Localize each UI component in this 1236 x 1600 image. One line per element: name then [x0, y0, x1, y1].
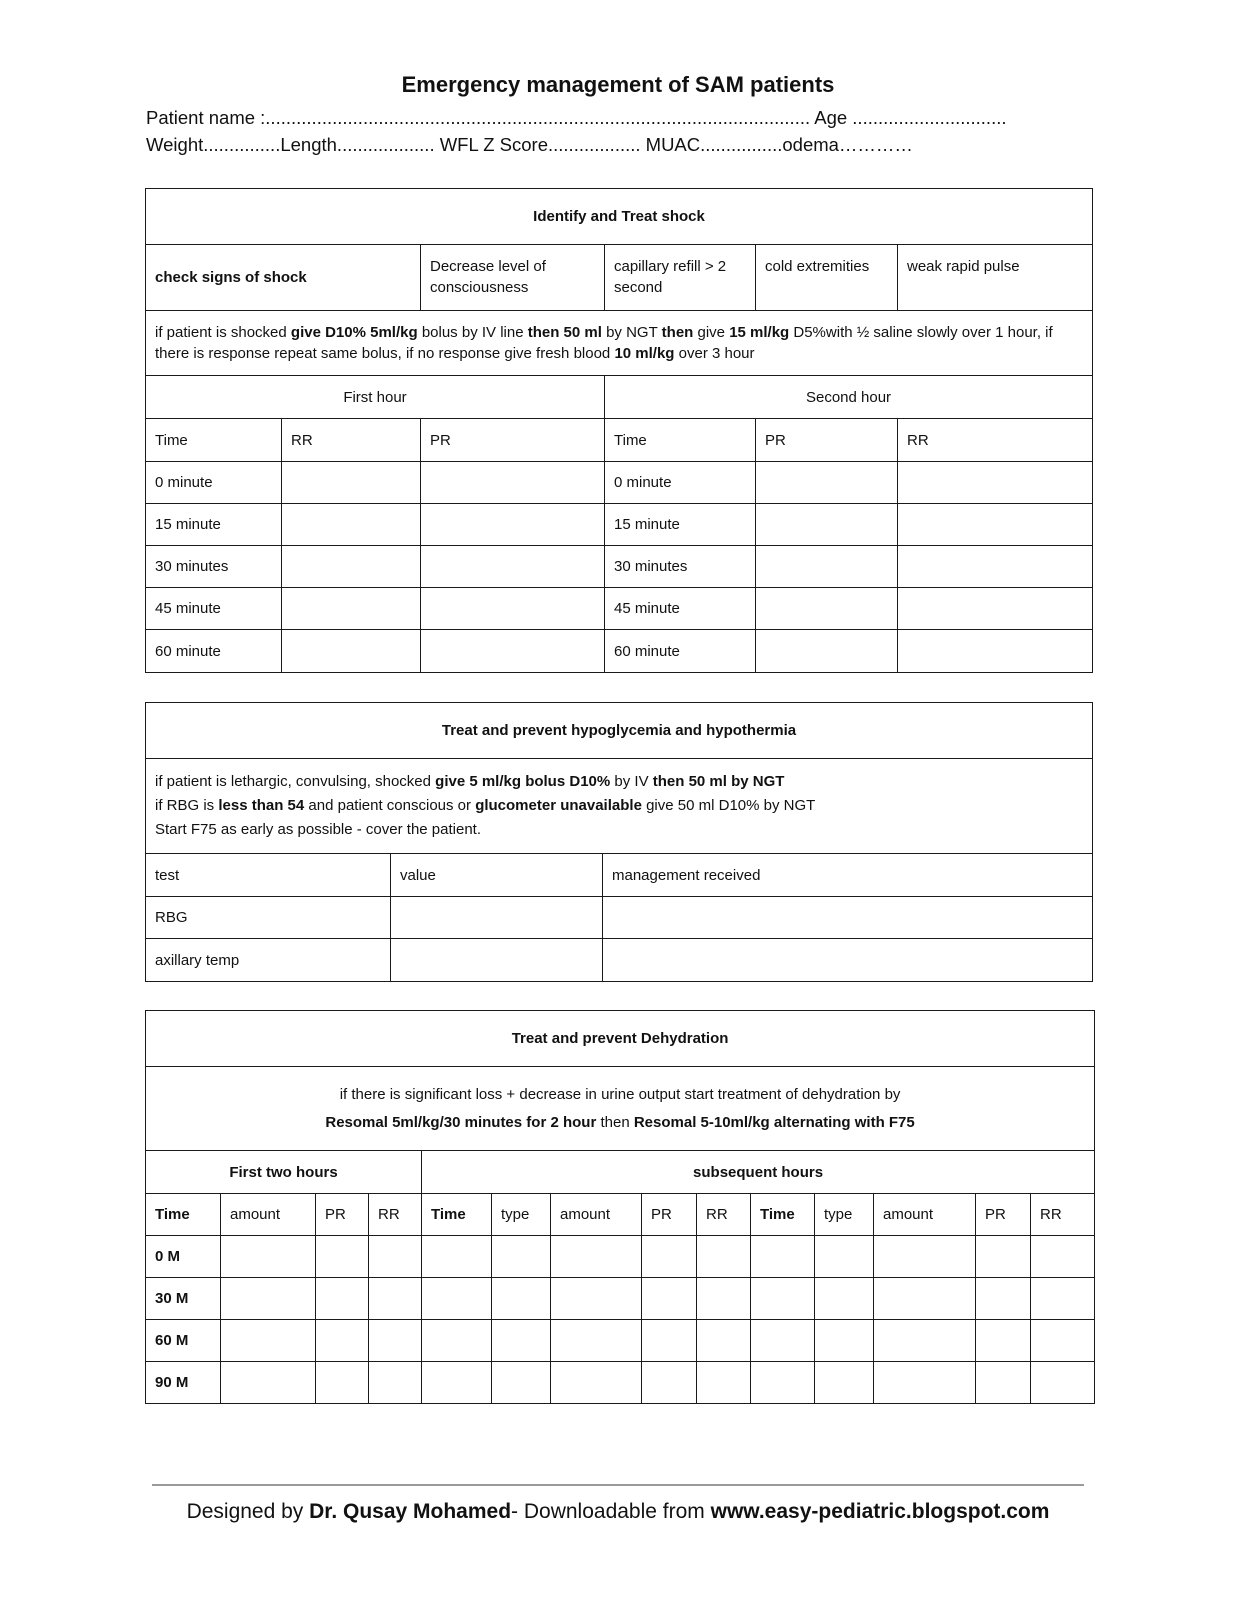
patient-measurements-line[interactable]: Weight...............Length................... WFL Z Score.................. MUAC................odema………… [146, 134, 913, 155]
entry-cell[interactable] [976, 1362, 1031, 1404]
entry-cell[interactable] [697, 1236, 751, 1278]
text-run: give [693, 324, 730, 341]
table-row [146, 462, 1093, 504]
text-run: give 50 ml D10% by NGT [641, 797, 816, 814]
emphasis-text: give D10% 5ml/kg [290, 324, 418, 341]
entry-cell[interactable] [751, 1320, 815, 1362]
test-label-axillary-temp: axillary temp [146, 939, 391, 982]
col-header-test: test [146, 854, 391, 897]
entry-cell[interactable] [422, 1320, 492, 1362]
rr-cell[interactable] [898, 546, 1093, 588]
time-label: 0 minute [605, 462, 756, 504]
footer-divider [152, 1484, 1084, 1486]
entry-cell[interactable] [369, 1362, 422, 1404]
entry-cell[interactable] [642, 1362, 697, 1404]
footer-middle: - Downloadable from [511, 1500, 711, 1523]
time-label: 15 minute [605, 504, 756, 546]
entry-cell[interactable] [316, 1362, 369, 1404]
entry-cell[interactable] [642, 1320, 697, 1362]
entry-cell[interactable] [874, 1236, 976, 1278]
footer-site-link[interactable]: www.easy-pediatric.blogspot.com [710, 1500, 1050, 1523]
text-run: by NGT [601, 324, 662, 341]
table-row [146, 1278, 1095, 1320]
col-header: PR [756, 419, 898, 462]
text-run: Start F75 as early as possible - cover the patient. [155, 821, 481, 838]
shock-section-title: Identify and Treat shock [146, 189, 1093, 245]
col-header: PR [316, 1194, 369, 1236]
pr-cell[interactable] [756, 546, 898, 588]
footer-credit [0, 1500, 1236, 1524]
pr-cell[interactable] [756, 504, 898, 546]
sign-cold-extremities: cold extremities [756, 245, 898, 311]
dehydration-column-headers [146, 1194, 1095, 1236]
col-header: Time [422, 1194, 492, 1236]
entry-cell[interactable] [874, 1278, 976, 1320]
col-header: RR [697, 1194, 751, 1236]
rr-cell[interactable] [282, 546, 421, 588]
col-header: RR [282, 419, 421, 462]
entry-cell[interactable] [551, 1278, 642, 1320]
instruction-line [155, 794, 1083, 818]
sign-capillary-refill: capillary refill > 2 second [605, 245, 756, 311]
emphasis-text: Resomal 5ml/kg/30 minutes for 2 hour [325, 1113, 597, 1131]
entry-cell[interactable] [316, 1278, 369, 1320]
emphasis-text: Resomal 5-10ml/kg alternating with F75 [633, 1113, 915, 1131]
pr-cell[interactable] [756, 630, 898, 673]
time-label: 30 M [146, 1278, 221, 1320]
instruction-line [155, 770, 1083, 794]
entry-cell[interactable] [874, 1320, 976, 1362]
table-row [146, 939, 1093, 982]
entry-cell[interactable] [221, 1278, 316, 1320]
col-header: Time [146, 419, 282, 462]
text-run: if patient is shocked [155, 324, 291, 341]
text-run: bolus by IV line [417, 324, 528, 341]
entry-cell[interactable] [815, 1236, 874, 1278]
rr-cell[interactable] [898, 630, 1093, 673]
entry-cell[interactable] [815, 1362, 874, 1404]
col-header: Time [146, 1194, 221, 1236]
table-row [146, 1362, 1095, 1404]
rr-cell[interactable] [282, 588, 421, 630]
text-run: over 3 hour [674, 345, 755, 362]
entry-cell[interactable] [492, 1236, 551, 1278]
text-run: and patient conscious or [304, 797, 476, 814]
entry-cell[interactable] [976, 1278, 1031, 1320]
management-cell[interactable] [603, 897, 1093, 939]
col-header: amount [551, 1194, 642, 1236]
dehydration-section-title: Treat and prevent Dehydration [146, 1011, 1095, 1067]
emphasis-text: give 5 ml/kg bolus D10% [435, 773, 611, 790]
footer-prefix: Designed by [186, 1500, 310, 1523]
table-row [146, 588, 1093, 630]
text-run: then [596, 1113, 634, 1131]
entry-cell[interactable] [976, 1236, 1031, 1278]
col-header: RR [369, 1194, 422, 1236]
rr-cell[interactable] [898, 588, 1093, 630]
col-header: RR [1031, 1194, 1095, 1236]
dehydration-section-table [145, 1010, 1095, 1404]
entry-cell[interactable] [751, 1236, 815, 1278]
col-header: Time [605, 419, 756, 462]
entry-cell[interactable] [751, 1362, 815, 1404]
time-label: 0 minute [146, 462, 282, 504]
entry-cell[interactable] [221, 1236, 316, 1278]
col-header: PR [642, 1194, 697, 1236]
entry-cell[interactable] [874, 1362, 976, 1404]
time-label: 30 minutes [146, 546, 282, 588]
time-label: 60 minute [605, 630, 756, 673]
time-label: 15 minute [146, 504, 282, 546]
entry-cell[interactable] [1031, 1362, 1095, 1404]
col-header-value: value [391, 854, 603, 897]
document-title: Emergency management of SAM patients [401, 72, 835, 97]
test-label-rbg: RBG [146, 897, 391, 939]
col-header: Time [751, 1194, 815, 1236]
rr-cell[interactable] [282, 630, 421, 673]
entry-cell[interactable] [221, 1320, 316, 1362]
text-run: by IV [610, 773, 653, 790]
col-header: PR [421, 419, 605, 462]
table-row [146, 1236, 1095, 1278]
dehydration-instructions [146, 1067, 1095, 1151]
entry-cell[interactable] [221, 1362, 316, 1404]
value-cell[interactable] [391, 897, 603, 939]
time-label: 60 minute [146, 630, 282, 673]
pr-cell[interactable] [421, 462, 605, 504]
col-header: type [815, 1194, 874, 1236]
entry-cell[interactable] [316, 1236, 369, 1278]
check-signs-label: check signs of shock [146, 245, 421, 311]
second-hour-header: Second hour [605, 376, 1093, 419]
management-cell[interactable] [603, 939, 1093, 982]
entry-cell[interactable] [551, 1320, 642, 1362]
col-header: amount [874, 1194, 976, 1236]
rr-cell[interactable] [898, 462, 1093, 504]
entry-cell[interactable] [642, 1236, 697, 1278]
entry-cell[interactable] [492, 1362, 551, 1404]
entry-cell[interactable] [369, 1236, 422, 1278]
value-cell[interactable] [391, 939, 603, 982]
subsequent-hours-header: subsequent hours [422, 1151, 1095, 1194]
hypoglycemia-section-table [145, 702, 1093, 982]
emphasis-text: then 50 ml by NGT [652, 773, 785, 790]
entry-cell[interactable] [697, 1278, 751, 1320]
text-run: if RBG is [155, 797, 219, 814]
emphasis-text: glucometer unavailable [475, 797, 642, 814]
hypoglycemia-section-title: Treat and prevent hypoglycemia and hypothermia [146, 703, 1093, 759]
entry-cell[interactable] [422, 1236, 492, 1278]
col-header: PR [976, 1194, 1031, 1236]
entry-cell[interactable] [422, 1362, 492, 1404]
entry-cell[interactable] [369, 1320, 422, 1362]
first-two-hours-header: First two hours [146, 1151, 422, 1194]
rr-cell[interactable] [282, 504, 421, 546]
time-label: 0 M [146, 1236, 221, 1278]
pr-cell[interactable] [421, 504, 605, 546]
shock-instructions [146, 311, 1093, 376]
sign-weak-pulse: weak rapid pulse [898, 245, 1093, 311]
entry-cell[interactable] [697, 1362, 751, 1404]
pr-cell[interactable] [756, 588, 898, 630]
dehydration-instructions-line1: if there is significant loss + decrease in urine output start treatment of dehydration by [339, 1085, 901, 1103]
table-row [146, 504, 1093, 546]
pr-cell[interactable] [421, 588, 605, 630]
entry-cell[interactable] [815, 1320, 874, 1362]
text-run: D5%with ½ saline slowly over 1 hour, if there is response repeat same bolus, if no response give fresh blood [155, 324, 1053, 362]
pr-cell[interactable] [421, 546, 605, 588]
entry-cell[interactable] [1031, 1320, 1095, 1362]
emphasis-text: less than 54 [218, 797, 305, 814]
entry-cell[interactable] [316, 1320, 369, 1362]
time-label: 45 minute [605, 588, 756, 630]
text-run: if patient is lethargic, convulsing, shocked [155, 773, 436, 790]
entry-cell[interactable] [976, 1320, 1031, 1362]
pr-cell[interactable] [421, 630, 605, 673]
col-header: amount [221, 1194, 316, 1236]
entry-cell[interactable] [815, 1278, 874, 1320]
rr-cell[interactable] [898, 504, 1093, 546]
entry-cell[interactable] [422, 1278, 492, 1320]
entry-cell[interactable] [697, 1320, 751, 1362]
table-row [146, 1320, 1095, 1362]
table-row [146, 546, 1093, 588]
entry-cell[interactable] [751, 1278, 815, 1320]
entry-cell[interactable] [642, 1278, 697, 1320]
first-hour-header: First hour [146, 376, 605, 419]
entry-cell[interactable] [369, 1278, 422, 1320]
emphasis-text: 10 ml/kg [614, 345, 675, 362]
time-label: 90 M [146, 1362, 221, 1404]
hypoglycemia-instructions [146, 759, 1093, 854]
emphasis-text: then [661, 324, 694, 341]
emphasis-text: 15 ml/kg [729, 324, 790, 341]
col-header: RR [898, 419, 1093, 462]
shock-section-table [145, 188, 1093, 673]
entry-cell[interactable] [492, 1320, 551, 1362]
emphasis-text: then 50 ml [527, 324, 602, 341]
table-row [146, 630, 1093, 673]
entry-cell[interactable] [551, 1362, 642, 1404]
table-row [146, 897, 1093, 939]
patient-name-age-line[interactable]: Patient name :.......................................................................................................... Age .............................. [146, 107, 1007, 128]
col-header: type [492, 1194, 551, 1236]
entry-cell[interactable] [1031, 1278, 1095, 1320]
entry-cell[interactable] [492, 1278, 551, 1320]
sign-consciousness: Decrease level of consciousness [421, 245, 605, 311]
col-header-management: management received [603, 854, 1093, 897]
pr-cell[interactable] [756, 462, 898, 504]
rr-cell[interactable] [282, 462, 421, 504]
time-label: 60 M [146, 1320, 221, 1362]
time-label: 45 minute [146, 588, 282, 630]
entry-cell[interactable] [551, 1236, 642, 1278]
footer-author: Dr. Qusay Mohamed [309, 1500, 512, 1523]
time-label: 30 minutes [605, 546, 756, 588]
entry-cell[interactable] [1031, 1236, 1095, 1278]
instruction-line [155, 818, 1083, 842]
dehydration-instructions-line2 [155, 1111, 1085, 1135]
